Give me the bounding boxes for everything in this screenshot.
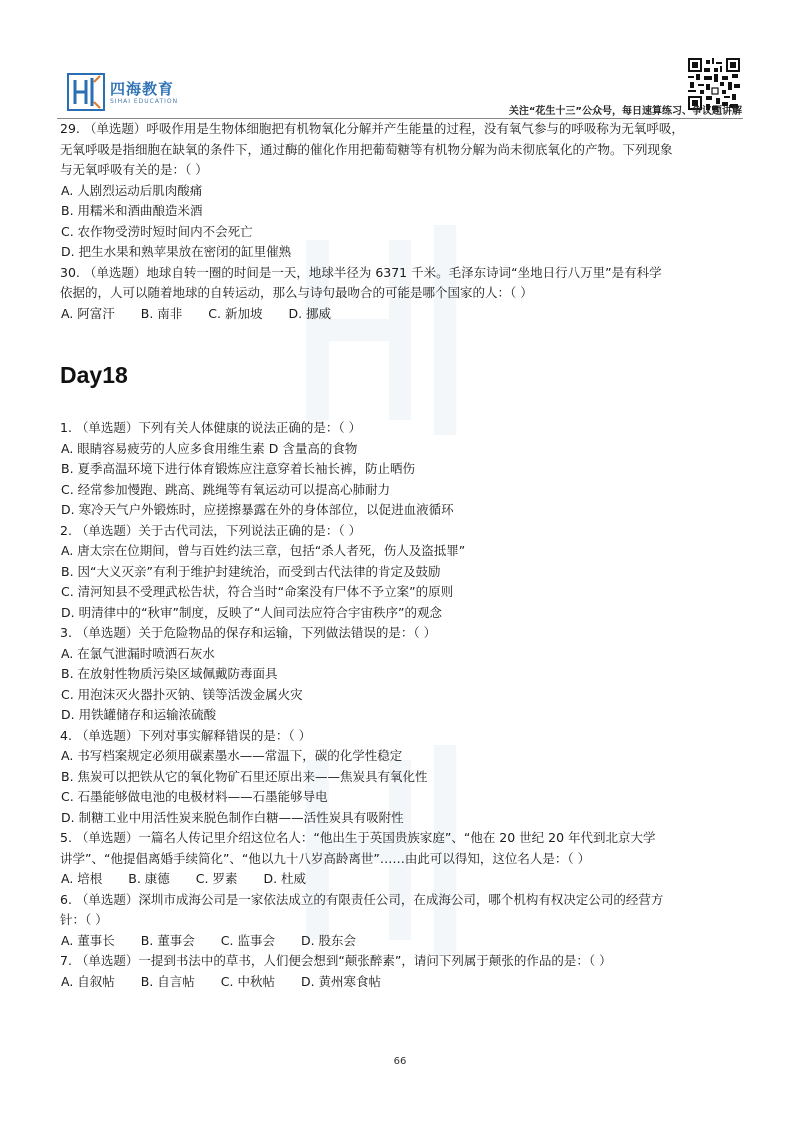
option-a: A. 眼睛容易疲劳的人应多食用维生素 D 含量高的食物 (61, 440, 358, 456)
option-b: B. 康德 (128, 871, 170, 886)
question-stem: 1. （单选题）下列有关人体健康的说法正确的是：（ ） (60, 420, 362, 435)
option-b: B. 夏季高温环境下进行体育锻炼应注意穿着长袖长裤，防止晒伤 (61, 461, 416, 476)
option-row (60, 869, 750, 890)
option-a: A. 阿富汗 (61, 305, 115, 321)
question-stem: 讲学”、“他提倡离婚手续简化”、“他以九十八岁高龄离世”……由此可以得知，这位名人是：（ ） (60, 850, 591, 866)
day18-question-2 (60, 521, 750, 624)
question-stem: 与无氧呼吸有关的是：（ ） (60, 162, 208, 177)
day18-question-6 (60, 890, 750, 952)
question-stem: 无氧呼吸是指细胞在缺氧的条件下，通过酶的催化作用把葡萄糖等有机物分解为尚未彻底氧化的产物。下列现象 (60, 141, 673, 157)
question-stem: 2. （单选题）关于古代司法，下列说法正确的是：（ ） (60, 522, 362, 538)
question-stem: 6. （单选题）深圳市成海公司是一家依法成立的有限责任公司，在成海公司，哪个机构有权决定公司的经营方 (60, 891, 664, 907)
question-30 (60, 263, 750, 325)
option-c: C. 罗素 (195, 871, 238, 886)
option-a: A. 在氯气泄漏时喷洒石灰水 (61, 645, 215, 661)
sihai-logo (66, 72, 186, 116)
question-content (60, 119, 750, 992)
option-b: B. 用糯米和酒曲酿造米酒 (61, 203, 203, 218)
question-stem: 依据的，人可以随着地球的自转运动，那么与诗句最吻合的可能是哪个国家的人：（ ） (60, 285, 533, 300)
question-stem: 7. （单选题）一提到书法中的草书，人们便会想到“颠张醉素”，请问下列属于颠张的作品的是：（ ） (60, 953, 612, 968)
page-header (0, 0, 800, 120)
question-stem: 30. （单选题）地球自转一圈的时间是一天，地球半径为 6371 千米。毛泽东诗词“坐地日行八万里”是有科学 (60, 264, 662, 280)
question-29 (60, 119, 750, 263)
day18-question-1 (60, 418, 750, 521)
question-stem: 针：（ ） (60, 912, 108, 927)
option-a: A. 唐太宗在位期间，曾与百姓约法三章，包括“杀人者死，伤人及盗抵罪” (61, 543, 466, 558)
option-c: C. 用泡沫灭火器扑灭钠、镁等活泼金属火灾 (61, 686, 303, 702)
day18-question-7 (60, 951, 750, 992)
option-b: B. 因“大义灭亲”有利于维护封建统治，而受到古代法律的肯定及鼓励 (61, 563, 441, 579)
question-stem: 4. （单选题）下列对事实解释错误的是：（ ） (60, 727, 312, 743)
option-a: A. 人剧烈运动后肌肉酸痛 (61, 182, 203, 198)
option-b: B. 在放射性物质污染区域佩戴防毒面具 (61, 666, 278, 681)
option-d: D. 黄州寒食帖 (300, 973, 382, 989)
option-d: D. 寒冷天气户外锻炼时，应搓擦暴露在外的身体部位，以促进血液循环 (61, 502, 454, 517)
logo-mark-icon (66, 72, 106, 112)
option-b: B. 自言帖 (140, 973, 195, 989)
option-a: A. 培根 (61, 871, 103, 886)
logo-english-text: SIHAI EDUCATION (110, 98, 179, 105)
option-row (60, 972, 750, 993)
day18-question-3 (60, 623, 750, 726)
question-stem: 3. （单选题）关于危险物品的保存和运输，下列做法错误的是：（ ） (60, 625, 437, 640)
option-c: C. 清河知县不受理武松告状，符合当时“命案没有尸体不予立案”的原则 (61, 584, 454, 599)
option-d: D. 杜威 (263, 871, 307, 886)
option-d: D. 挪威 (288, 305, 332, 321)
option-c: C. 新加坡 (208, 305, 263, 321)
option-d: D. 用铁罐储存和运输浓硫酸 (61, 707, 217, 722)
option-d: D. 制糖工业中用活性炭来脱色制作白糖——活性炭具有吸附性 (61, 809, 404, 825)
option-c: C. 农作物受涝时短时间内不会死亡 (61, 223, 253, 239)
option-row (60, 931, 750, 952)
option-d: D. 把生水果和熟苹果放在密闭的缸里催熟 (61, 244, 292, 259)
header-slogan: 关注“花生十三”公众号，每日速算练习、争议题讲解 (508, 106, 742, 117)
option-c: C. 中秋帖 (220, 973, 275, 989)
day18-question-5 (60, 828, 750, 890)
option-b: B. 南非 (140, 305, 183, 321)
day18-question-4 (60, 726, 750, 829)
option-b: B. 董事会 (140, 932, 195, 948)
option-a: A. 董事长 (61, 932, 115, 948)
option-a: A. 书写档案规定必须用碳素墨水——常温下，碳的化学性稳定 (61, 748, 403, 763)
option-c: C. 监事会 (220, 932, 275, 948)
question-stem: 29. （单选题）呼吸作用是生物体细胞把有机物氧化分解并产生能量的过程，没有氧气参与的呼吸称为无氧呼吸， (60, 121, 684, 136)
page-number: 66 (393, 1056, 407, 1067)
option-b: B. 焦炭可以把铁从它的氧化物矿石里还原出来——焦炭具有氧化性 (61, 768, 428, 784)
logo-chinese-text: 四海教育 (110, 80, 175, 98)
option-c: C. 石墨能够做电池的电极材料——石墨能够导电 (61, 789, 328, 804)
option-d: D. 明清律中的“秋审”制度，反映了“人间司法应符合宇宙秩序”的观念 (61, 604, 442, 620)
option-a: A. 自叙帖 (61, 973, 115, 989)
option-row (60, 304, 750, 325)
option-d: D. 股东会 (300, 932, 357, 948)
option-c: C. 经常参加慢跑、跳高、跳绳等有氧运动可以提高心肺耐力 (61, 481, 391, 497)
question-stem: 5. （单选题）一篇名人传记里介绍这位名人：“他出生于英国贵族家庭”、“他在 20 世纪 20 年代到北京大学 (60, 830, 656, 845)
day-title: Day18 (60, 362, 128, 388)
